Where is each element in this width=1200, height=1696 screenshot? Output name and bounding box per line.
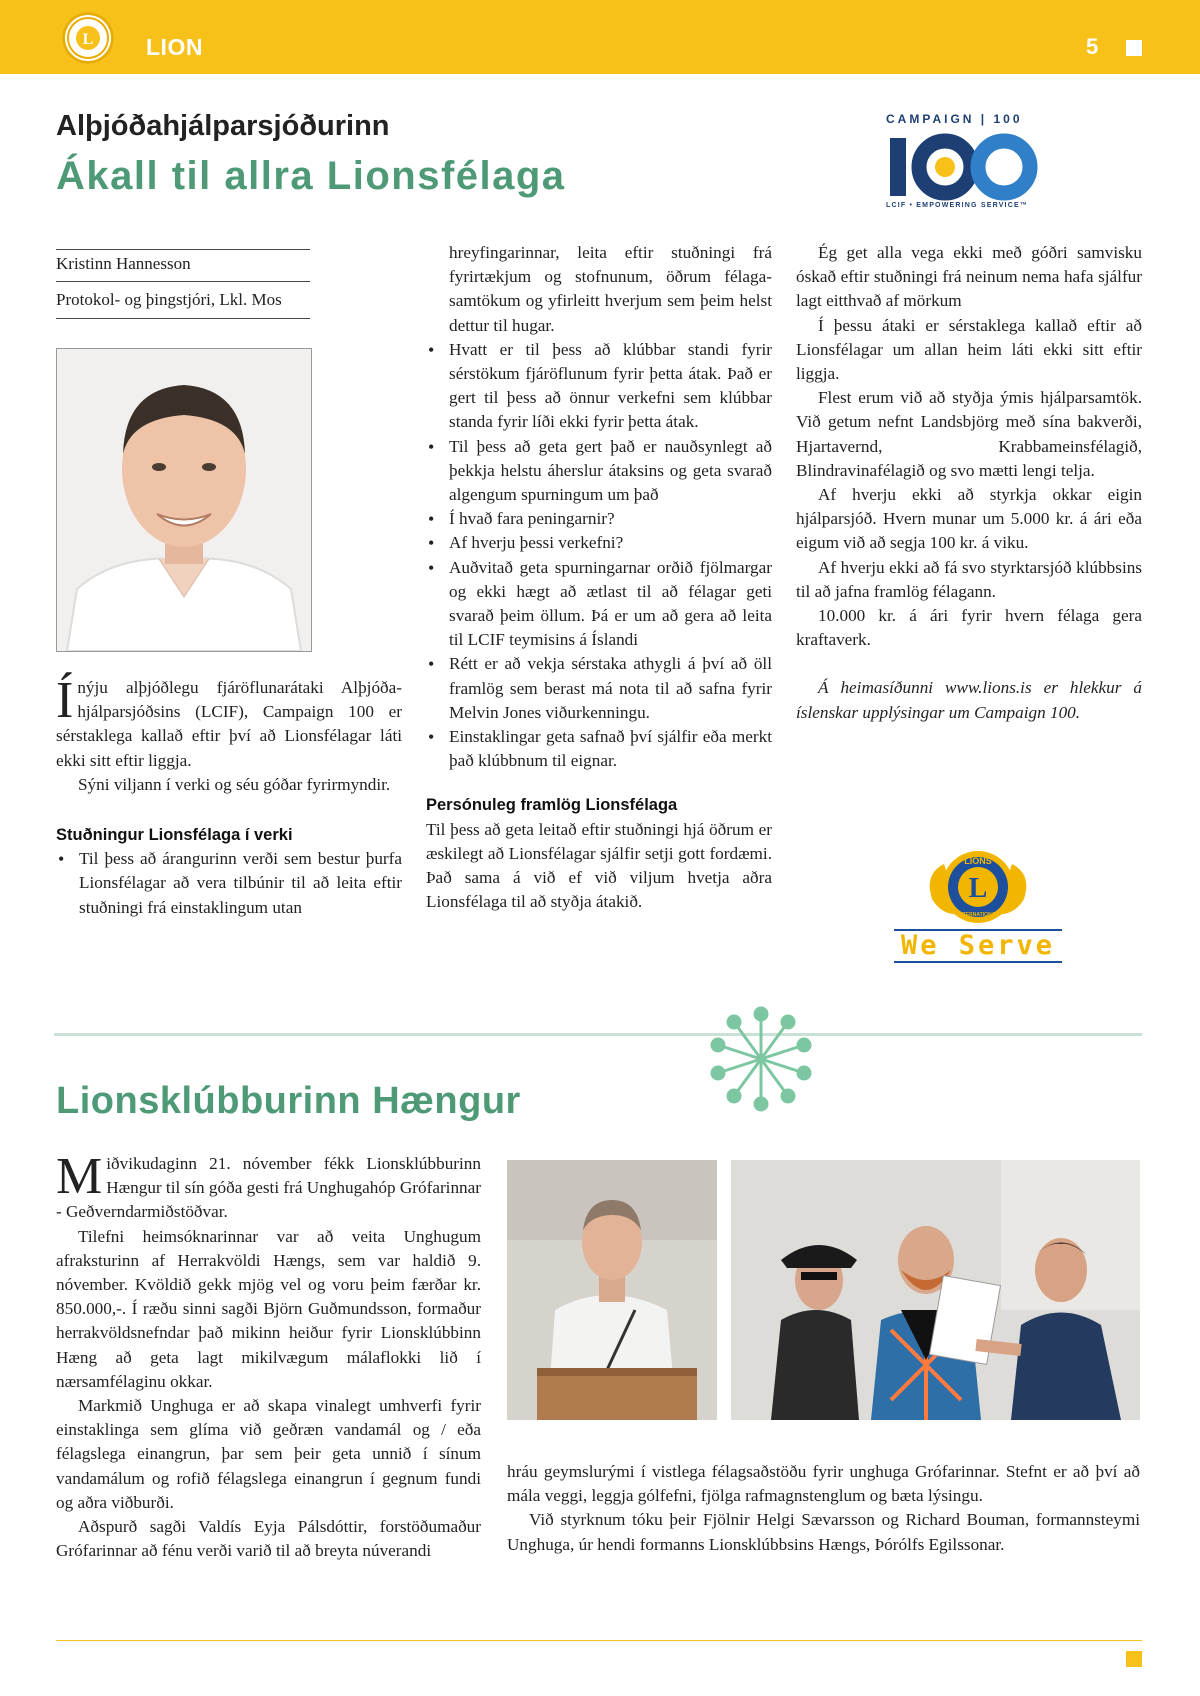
page-square-marker <box>1126 40 1142 56</box>
col3-paragraph: Í þessu átaki er sérstaklega kallað eftir að Lionsfélagar um allan heim láti ekki sitt eftir liggja. <box>796 315 1142 384</box>
section-divider <box>54 1033 1142 1036</box>
article2-column-2 <box>507 1460 1140 1557</box>
author-name: Kristinn Hannesson <box>56 254 191 273</box>
presentation-photo <box>731 1160 1140 1420</box>
starburst-ornament-icon <box>706 1004 816 1114</box>
article1-column-2 <box>426 241 772 914</box>
section-heading-personal: Persónuleg framlög Lionsfélaga <box>426 796 678 815</box>
bullet-item: • Einstaklingar geta safnað því sjálfir eða merkt það klúbbnum til eignar. <box>426 725 772 773</box>
col3-paragraph: Flest erum við að styðja ýmis hjálparsamtök. Við getum nefnt Landsbjörg með sína bakverði, Hjartavernd, Krabbameinsfélagið, Blindravinafélagið og svo mætti lengi telja. <box>796 388 1142 480</box>
lions-logo-icon <box>62 12 114 64</box>
magazine-name: LION <box>146 34 203 60</box>
article2-p1-text: iðvikudaginn 21. nóvember fékk Lionsklúbburinn Hængur til sín góða gesti frá Unghugahóp Grófarinnar - Geðverndarmiðstöðvar. <box>56 1154 481 1222</box>
article1-column-1 <box>56 672 402 920</box>
author-portrait-photo <box>56 348 312 652</box>
campaign-logo-top-text: CAMPAIGN | 100 <box>886 112 1023 126</box>
we-serve-letter: L <box>968 873 988 904</box>
article2-paragraph-2: Tilefni heimsóknarinnar var að veita Unghugum afraksturinn af Herrakvöldi Hængs, sem var haldið 9. nóvember. Kvöldið gekk mjög vel og voru þeim færðar kr. 850.000,-. Í ræðu sinni sagði Björn Guðmundsson, formaður herrakvöldsnefndar það mikinn heiður fyrir Lionsklúbbinn Hæng að geta lagt mikilvægum málaflokki lið í nærsamfélaginu okkar. <box>56 1226 481 1391</box>
col3-paragraph: Ég get alla vega ekki með góðri samvisku óskað eftir stuðningi frá neinum nema hafa sjálfur lagt eitthvað af mörkum <box>796 243 1142 311</box>
author-role: Protokol- og þingstjóri, Lkl. Mos <box>56 290 282 309</box>
section-heading-support: Stuðningur Lionsfélaga í verki <box>56 826 293 845</box>
byline-rule-top <box>56 249 310 250</box>
article2-paragraph-5: hráu geymslurými í vistlega félagsaðstöðu fyrir unghuga Grófarinnar. Stefnt er að því að mála veggi, leggja gólfefni, fjölga rafmagnstenglum og bæta lýsingu. <box>507 1462 1140 1506</box>
support-bullet-list <box>56 847 402 920</box>
header-bar <box>0 0 1200 74</box>
we-serve-ring-text: LIONS <box>964 856 992 866</box>
bullet-item: • Af hverju þessi verkefni? <box>426 531 772 555</box>
byline-rule-bottom <box>56 318 310 319</box>
intro-paragraph-2: Sýni viljann í verki og séu góðar fyrirmyndir. <box>78 774 391 794</box>
dropcap: Í <box>56 672 74 729</box>
article2-column-1 <box>56 1148 481 1563</box>
we-serve-motto: We Serve <box>894 929 1062 963</box>
col3-paragraph: Af hverju ekki að styrkja okkar eigin hjálparsjóð. Hvern munar um 5.000 kr. á ári eða eigum við að segja 100 kr. á viku. <box>796 485 1142 553</box>
article2-paragraph-3: Markmið Unghuga er að skapa vinalegt umhverfi fyrir einstaklinga sem glíma við geðræn vandamál og / eða félagslega einangrun, þar sem þeir geta unnið í sínum vandamálum og rofið félagslega einangrun í gegnum fundi og aðra viðburði. <box>56 1396 481 1512</box>
intro-paragraph <box>56 672 402 773</box>
article2-paragraph-1 <box>56 1148 481 1225</box>
speaker-photo <box>507 1160 717 1420</box>
article2-paragraph-6: Við styrknum tóku þeir Fjölnir Helgi Sævarsson og Richard Bouman, formannsteymi Unghuga, úr hendi formanns Lionsklúbbsins Hængs, Þórólfs Egilssonar. <box>507 1510 1140 1554</box>
bullet-item: • Hvatt er til þess að klúbbar standi fyrir sérstökum fjáröflunum fyrir þetta átak. Það er gert til þess að önnur verkefni sem klúbbar standa fyrir líði ekki fyrir þetta átak. <box>426 338 772 435</box>
bullet-item: • Til þess að geta gert það er nauðsynlegt að þekkja helstu áherslur átaksins og geta svarað algengum spurningum um það <box>426 435 772 508</box>
personal-contributions-paragraph: Til þess að geta leitað eftir stuðningi hjá öðrum er æskilegt að Lionsfélagar sjálfir setji gott fordæmi. Það sama á við ef við viljum hvetja aðra Lionsfélaga til að styðja átakið. <box>426 819 772 912</box>
footer-square-marker <box>1126 1651 1142 1667</box>
col3-paragraph: Af hverju ekki að fá svo styrktarsjóð klúbbsins til að jafna framlög félagann. <box>796 557 1142 601</box>
bullet-item: • Rétt er að vekja sérstaka athygli á því að öll framlög sem berast má nota til að safna fyrir Melvin Jones viðurkenningu. <box>426 652 772 725</box>
article-title: Ákall til allra Lionsfélaga <box>56 154 566 198</box>
we-serve-logo <box>894 844 1062 961</box>
dropcap: M <box>56 1148 103 1205</box>
col3-paragraph: 10.000 kr. á ári fyrir hvern félaga gera kraftaverk. <box>796 606 1142 650</box>
website-note: Á heimasíðunni www.lions.is er hlekkur á íslenskar upplýsingar um Campaign 100. <box>796 678 1142 722</box>
footer-rule <box>56 1640 1142 1641</box>
intro-text: nýju alþjóðlegu fjáröflunarátaki Alþjóðahjálparsjóðsins (LCIF), Campaign 100 er sérstaklega kallað eftir því að Lionsfélagar láti ekki sitt eftir liggja. <box>56 678 402 770</box>
article-kicker: Alþjóðahjálparsjóðurinn <box>56 110 390 142</box>
page-number: 5 <box>1086 34 1099 59</box>
article1-column-3 <box>796 241 1142 725</box>
we-serve-ring-bottom: INTERNATIONAL <box>957 912 999 918</box>
bullet-continuation: hreyfingarinnar, leita eftir stuðningi frá fyrirtækjum og stofnunum, öðrum félagasamtökum og yfirleitt hverjum sem þeim helst dettur til hugar. <box>449 243 772 335</box>
byline-rule-middle <box>56 281 310 282</box>
support-bullet-list-continued <box>426 338 772 774</box>
bullet-item: • Til þess að árangurinn verði sem bestur þurfa Lionsfélagar að vera tilbúnir til að leita eftir stuðningi frá einstaklingum utan <box>56 847 402 920</box>
campaign-logo-bottom-text: LCIF • EMPOWERING SERVICE™ <box>886 202 1029 209</box>
bullet-item: • Í hvað fara peningarnir? <box>426 507 772 531</box>
article2-title: Lionsklúbburinn Hængur <box>56 1080 521 1122</box>
svg-text:L: L <box>82 31 94 48</box>
article2-paragraph-4: Aðspurð sagði Valdís Eyja Pálsdóttir, forstöðumaður Grófarinnar að fénu verði varið til að breyta núverandi <box>56 1517 481 1561</box>
bullet-item: • Auðvitað geta spurningarnar orðið fjölmargar og ekki hægt að ætlast til að félagar geti svarað þeim öllum. Þá er um að gera að leita til LCIF teymisins á Íslandi <box>426 556 772 653</box>
campaign-100-logo <box>880 106 1056 216</box>
